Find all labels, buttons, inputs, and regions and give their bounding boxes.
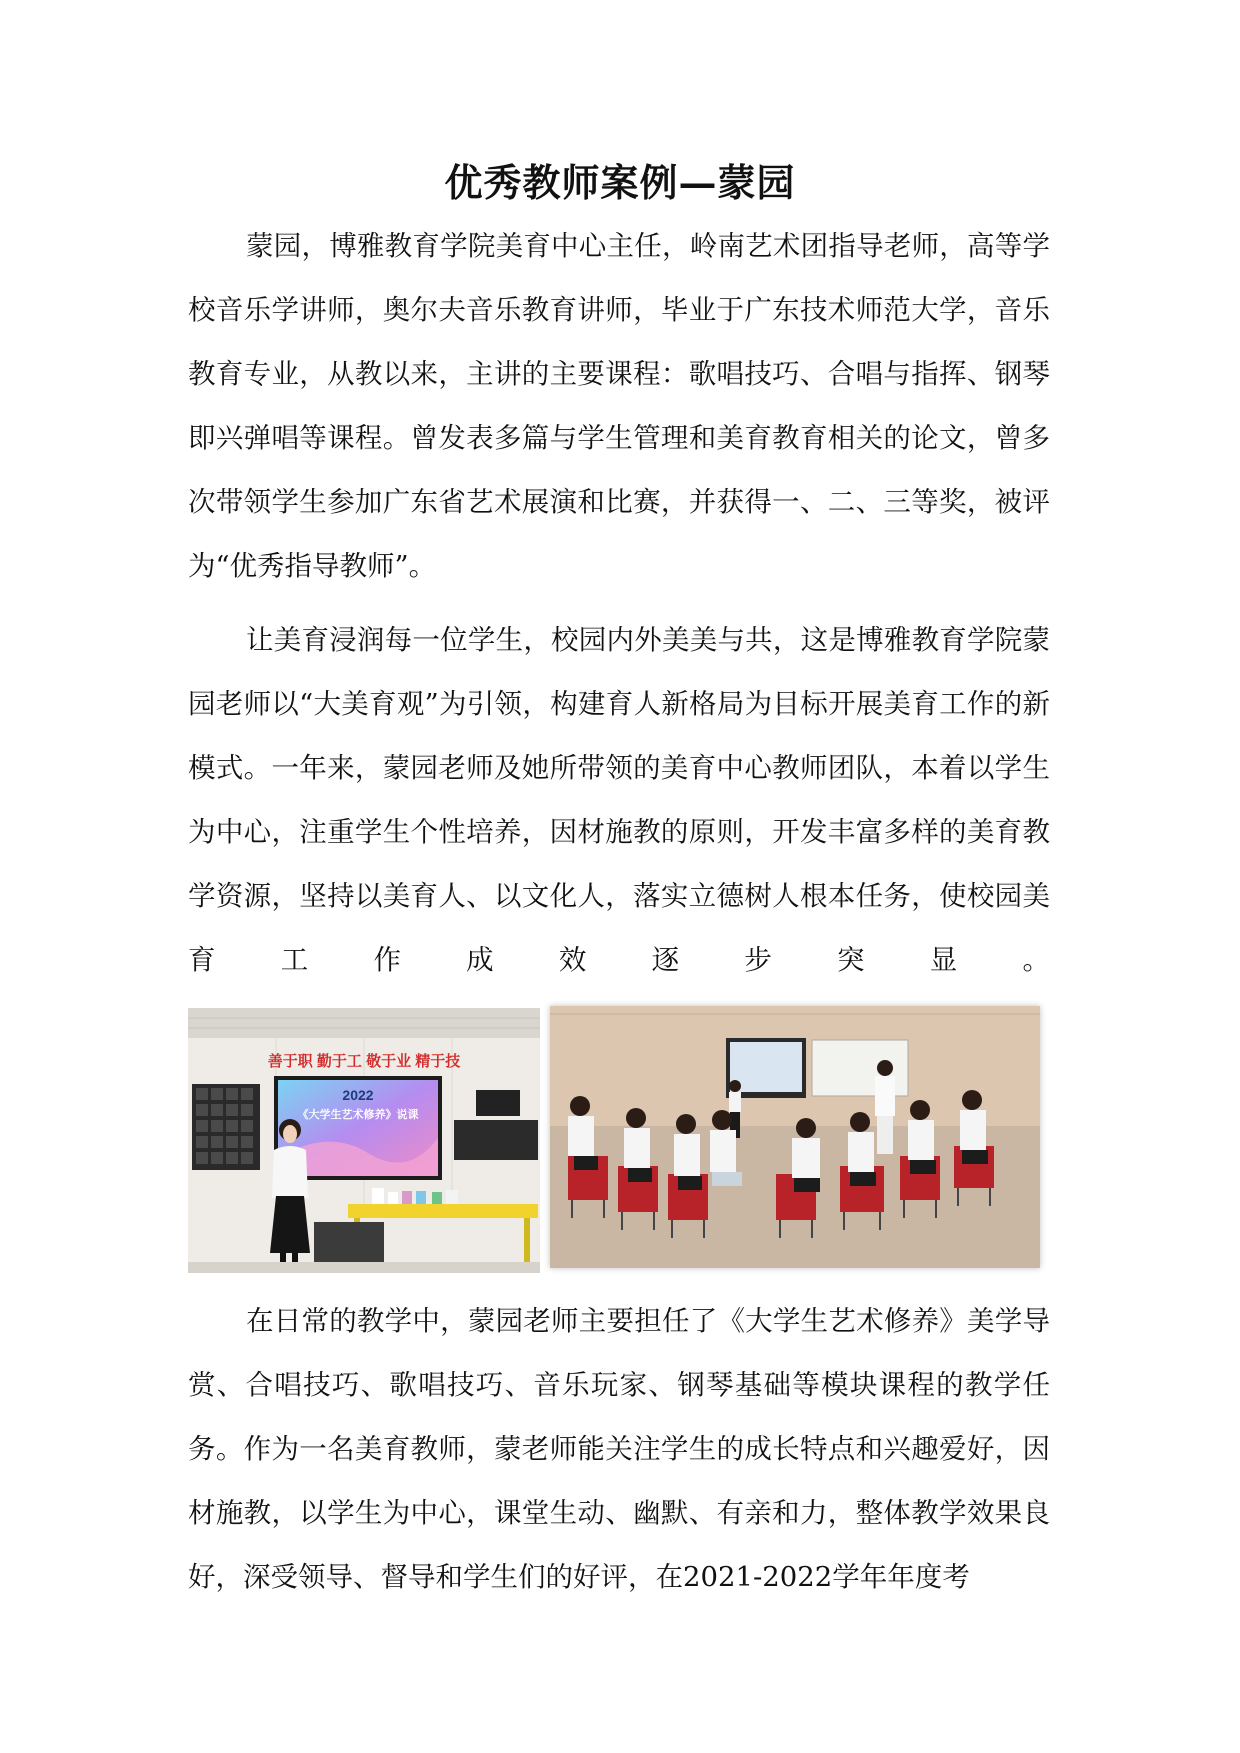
screen-title: 《大学生艺术修养》说课 [297,1109,419,1121]
paragraph-daily-teaching: 在日常的教学中，蒙园老师主要担任了《大学生艺术修养》美学导赏、合唱技巧、歌唱技巧、音乐玩家、钢琴基础等模块课程的教学任务。作为一名美育教师，蒙老师能关注学生的成长特点和兴趣爱好，因材施教，以学生为中心，课堂生动、幽默、有亲和力，整体教学效果良好，深受领导、督导和学生们的好评，在2021-2022学年年度考 [188,1305,1050,1593]
paragraph-aesthetic-education: 让美育浸润每一位学生，校园内外美美与共，这是博雅教育学院蒙园老师以“大美育观”为引领，构建育人新格局为目标开展美育工作的新模式。一年来，蒙园老师及她所带领的美育中心教师团队，本着以学生为中心，注重学生个性培养，因材施教的原则，开发丰富多样的美育教学资源，坚持以美育人、以文化人，落实立德树人根本任务，使校园美育工作成效逐步突显。 [188,624,1050,976]
wall-slogan: 善于职 勤于工 敬于业 精于技 [267,1053,461,1070]
screen-year: 2022 [342,1087,374,1103]
page-title: 优秀教师案例—蒙园 [444,160,796,205]
student-circle-photo [550,1006,1040,1268]
paragraph-intro: 蒙园，博雅教育学院美育中心主任，岭南艺术团指导老师，高等学校音乐学讲师，奥尔夫音乐教育讲师，毕业于广东技术师范大学，音乐教育专业，从教以来，主讲的主要课程：歌唱技巧、合唱与指挥、钢琴即兴弹唱等课程。曾发表多篇与学生管理和美育教育相关的论文，曾多次带领学生参加广东省艺术展演和比赛，并获得一、二、三等奖，被评为“优秀指导教师”。 [188,230,1050,582]
classroom-presentation-photo [188,1008,540,1273]
